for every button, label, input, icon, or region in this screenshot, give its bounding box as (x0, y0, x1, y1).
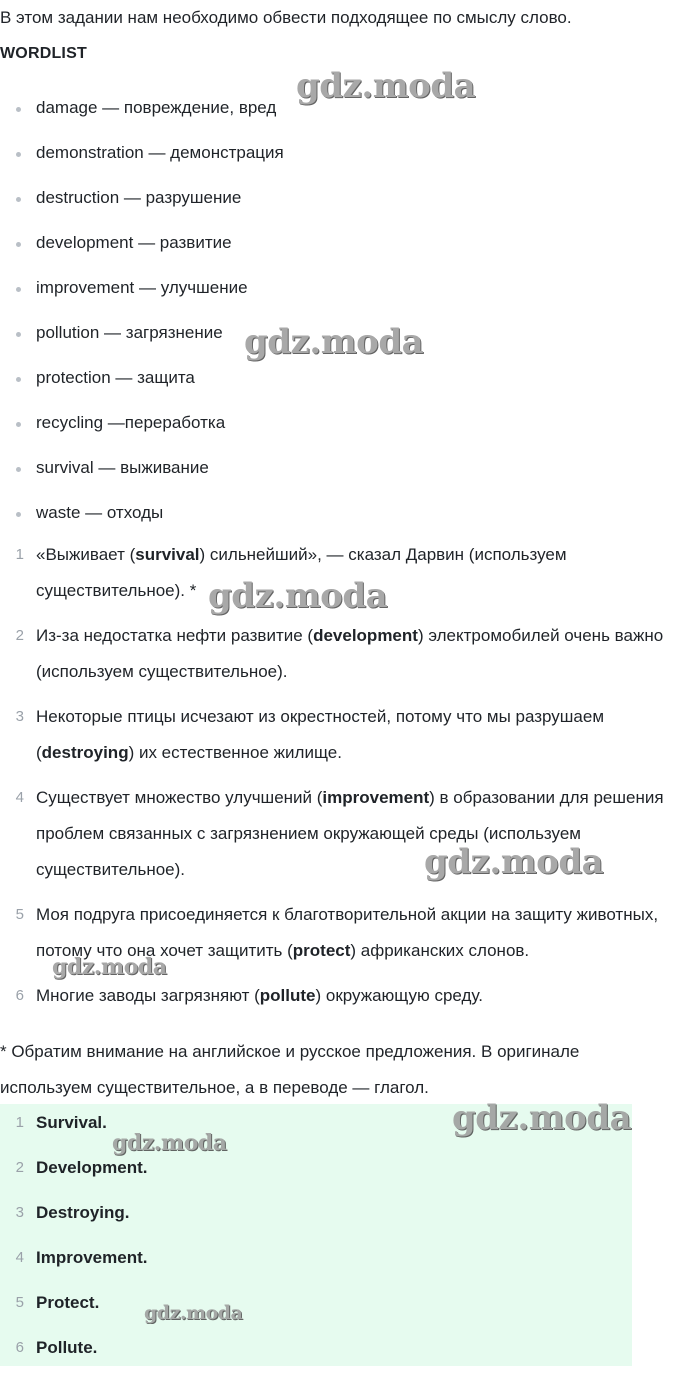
answer-number: 3 (15, 1204, 24, 1221)
answer-word: improvement (322, 788, 430, 807)
answer-number: 4 (15, 1249, 24, 1266)
list-item: damage — повреждение, вред (0, 96, 284, 141)
task-item: 3 Некоторые птицы исчезают из окрестностей, потому что мы разрушаем (destroying) их естественное жилище. (0, 699, 676, 771)
list-item: protection — защита (0, 366, 284, 411)
bullet-icon (16, 197, 21, 202)
bullet-icon (16, 422, 21, 427)
bullet-icon (16, 332, 21, 337)
task-number: 6 (15, 987, 24, 1004)
watermark: gdz.moda (244, 322, 424, 362)
watermark: gdz.moda (52, 954, 167, 980)
bullet-icon (16, 467, 21, 472)
task-number: 5 (15, 906, 24, 923)
task-item: 1 «Выживает (survival) сильнейший», — сказал Дарвин (используем существительное). * (0, 537, 676, 609)
wordlist-heading: WORDLIST (0, 45, 87, 62)
answer-item: 3 Destroying. (0, 1201, 147, 1246)
answer-item: 6 Pollute. (0, 1336, 147, 1381)
answer-number: 5 (15, 1294, 24, 1311)
watermark: gdz.moda (452, 1098, 632, 1138)
watermark: gdz.moda (112, 1130, 227, 1156)
footnote: * Обратим внимание на английское и русское предложения. В оригинале используем существительное, а в переводе — глагол. (0, 1042, 580, 1097)
task-list (0, 537, 680, 1023)
wordlist (0, 96, 284, 546)
list-item: survival — выживание (0, 456, 284, 501)
watermark: gdz.moda (424, 842, 604, 882)
answer-list (0, 1111, 147, 1381)
answers-panel (0, 1104, 632, 1366)
task-item: 5 Моя подруга присоединяется к благотворительной акции на защиту животных, потому что она хочет защитить (protect) африканских слонов. (0, 897, 676, 969)
bullet-icon (16, 377, 21, 382)
task-item: 6 Многие заводы загрязняют (pollute) окружающую среду. (0, 978, 676, 1014)
task-item: 2 Из-за недостатка нефти развитие (development) электромобилей очень важно (используем существительное). (0, 618, 676, 690)
watermark: gdz.moda (296, 66, 476, 106)
task-number: 2 (15, 627, 24, 644)
answer-number: 6 (15, 1339, 24, 1356)
list-item: development — развитие (0, 231, 284, 276)
task-item: 4 Существует множество улучшений (improvement) в образовании для решения проблем связанных с загрязнением окружающей среды (используем существительное). (0, 780, 676, 888)
list-item: improvement — улучшение (0, 276, 284, 321)
answer-word: survival (135, 545, 200, 564)
answer-number: 1 (15, 1114, 24, 1131)
list-item: pollution — загрязнение (0, 321, 284, 366)
answer-item: 2 Development. (0, 1156, 147, 1201)
answer-item: 1 Survival. (0, 1111, 147, 1156)
answer-word: development (313, 626, 418, 645)
bullet-icon (16, 152, 21, 157)
answer-item: 4 Improvement. (0, 1246, 147, 1291)
answer-item: 5 Protect. (0, 1291, 147, 1336)
list-item: recycling —переработка (0, 411, 284, 456)
intro-text: В этом задании нам необходимо обвести подходящее по смыслу слово. (0, 8, 572, 27)
bullet-icon (16, 512, 21, 517)
watermark: gdz.moda (208, 576, 388, 616)
list-item: destruction — разрушение (0, 186, 284, 231)
task-number: 4 (15, 789, 24, 806)
bullet-icon (16, 107, 21, 112)
bullet-icon (16, 287, 21, 292)
answer-word: destroying (41, 743, 129, 762)
list-item: waste — отходы (0, 501, 284, 546)
task-number: 3 (15, 708, 24, 725)
watermark: gdz.moda (144, 1302, 243, 1324)
bullet-icon (16, 242, 21, 247)
answer-word: pollute (259, 986, 316, 1005)
task-number: 1 (15, 546, 24, 563)
list-item: demonstration — демонстрация (0, 141, 284, 186)
answer-number: 2 (15, 1159, 24, 1176)
answer-word: protect (292, 941, 351, 960)
